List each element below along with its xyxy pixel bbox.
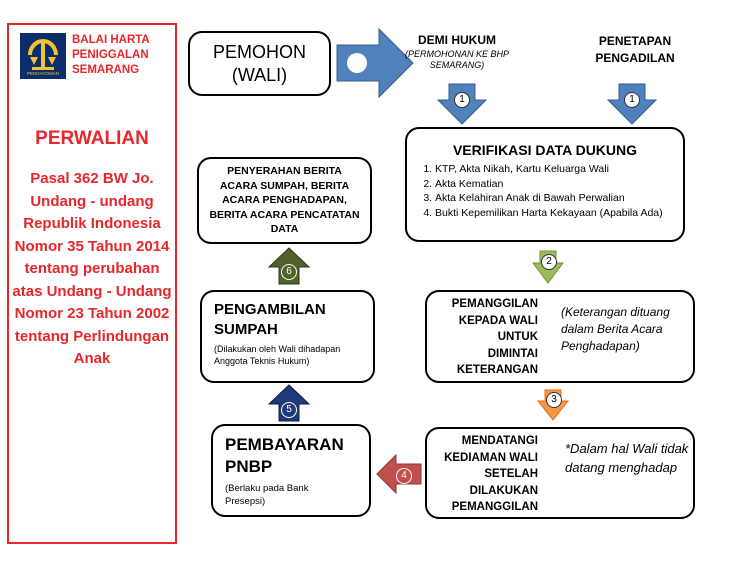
step-6-badge: 6 [281, 264, 297, 280]
visit-line: MENDATANGI [461, 435, 538, 447]
step-1-badge-right: 1 [624, 92, 640, 108]
verification-box [405, 127, 685, 242]
summons-box [425, 290, 695, 383]
visit-line: SETELAH [484, 468, 538, 480]
org-line-1: BALAI HARTA [72, 34, 150, 46]
verification-title: VERIFIKASI DATA DUKUNG [452, 142, 638, 158]
source-demi-hukum-subtitle: (PERMOHONAN KE BHP SEMARANG) [404, 49, 509, 70]
oath-box [200, 290, 375, 383]
source-penetapan-pengadilan [585, 33, 685, 67]
verification-list [419, 162, 671, 220]
source-demi-hukum-title: DEMI HUKUM [418, 33, 496, 47]
summons-line: DIMINTAI [487, 347, 538, 360]
summons-title [433, 296, 538, 379]
step-5-badge: 5 [281, 402, 297, 418]
org-line-3: SEMARANG [72, 64, 140, 76]
legal-basis-text: Pasal 362 BW Jo. Undang - undang Republik Indonesia Nomor 35 Tahun 2014 tentang perubahan atas Undang - Undang Nomor 23 Tahun 2002 tentang Perlindungan Anak [12, 170, 172, 367]
visit-line: KEDIAMAN WALI [444, 451, 538, 464]
visit-line: PEMANGGILAN [451, 501, 538, 513]
applicant-role: (WALI) [231, 64, 288, 85]
logo-caption: PENGAYOMAN [27, 71, 59, 76]
source-demi-hukum [393, 33, 521, 71]
verification-item: 1. KTP, Akta Nikah, Kartu Keluarga Wali [435, 162, 671, 177]
pengayoman-logo [20, 33, 66, 79]
source-penetapan-line1: PENETAPAN [598, 34, 672, 48]
visit-box [425, 427, 695, 519]
visit-title [433, 433, 538, 516]
payment-title-line2: PNBP [225, 457, 273, 476]
oath-title-line2: SUMPAH [214, 321, 278, 338]
page-title: PERWALIAN [35, 128, 149, 149]
step-1-badge-left: 1 [454, 92, 470, 108]
summons-line: UNTUK [497, 331, 538, 343]
applicant-label: PEMOHON [212, 41, 306, 62]
summons-line: KETERANGAN [456, 364, 538, 376]
payment-note: (Berlaku pada Bank Presepsi) [225, 483, 309, 507]
payment-box [211, 424, 371, 517]
organization-name [72, 33, 172, 78]
verification-item: 3. Akta Kelahiran Anak di Bawah Perwalian [435, 191, 671, 206]
payment-title-line1: PEMBAYARAN [225, 435, 344, 454]
verification-item: 2. Akta Kematian [435, 177, 671, 192]
applicant-box [188, 31, 331, 96]
handover-text: PENYERAHAN BERITA ACARA SUMPAH, BERITA ACARA PENGHADAPAN, BERITA ACARA PENCATATAN DATA [209, 165, 360, 236]
step-2-badge: 2 [541, 254, 557, 270]
oath-note: (Dilakukan oleh Wali dihadapan Anggota Teknis Hukum) [214, 344, 341, 366]
oath-title-line1: PENGAMBILAN [214, 301, 326, 318]
visit-line: DILAKUKAN [469, 484, 538, 497]
verification-item: 4. Bukti Kepemilikan Harta Kekayaan (Apabila Ada) [435, 206, 671, 221]
summons-line: KEPADA WALI [458, 314, 538, 327]
visit-note: *Dalam hal Wali tidak datang menghadap [565, 441, 689, 475]
step-3-badge: 3 [546, 392, 562, 408]
handover-box [197, 157, 372, 244]
summons-note: (Keterangan dituang dalam Berita Acara Penghadapan) [561, 305, 670, 353]
source-penetapan-line2: PENGADILAN [595, 51, 675, 65]
org-line-2: PENIGGALAN [72, 49, 149, 61]
summons-line: PEMANGGILAN [451, 298, 538, 310]
step-4-badge: 4 [396, 468, 412, 484]
